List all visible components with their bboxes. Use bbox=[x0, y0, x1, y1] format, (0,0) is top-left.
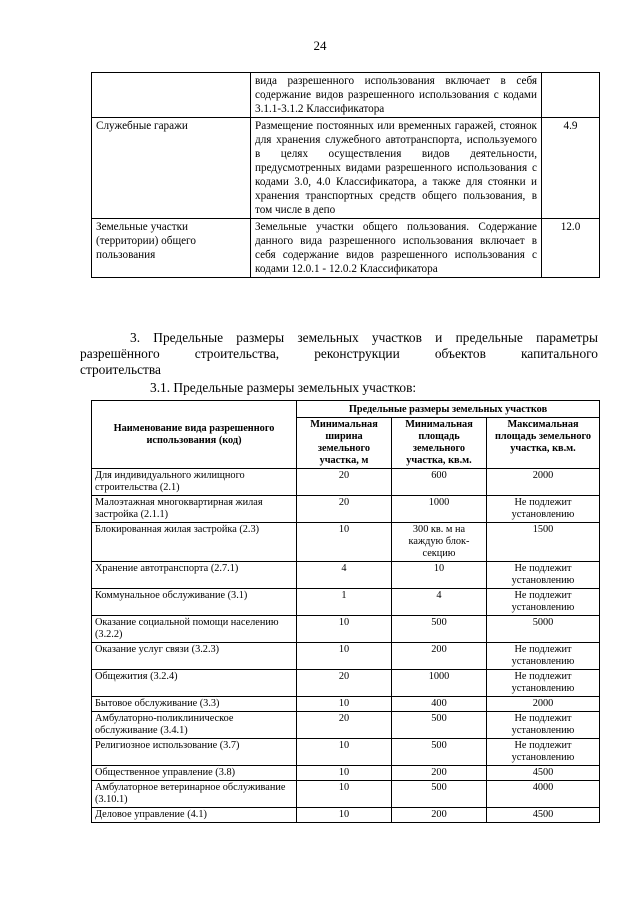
land-use-types-table bbox=[91, 72, 600, 278]
land-use-row bbox=[92, 73, 600, 118]
max-area-value: Не подлежит установлению bbox=[487, 496, 600, 523]
use-name: Хранение автотранспорта (2.7.1) bbox=[92, 562, 297, 589]
section-3-1-heading: 3.1. Предельные размеры земельных участков: bbox=[150, 380, 417, 395]
max-area-value: Не подлежит установлению bbox=[487, 643, 600, 670]
min-width-value: 10 bbox=[297, 781, 392, 808]
min-width-value: 4 bbox=[297, 562, 392, 589]
min-width-value: 10 bbox=[297, 739, 392, 766]
limits-row bbox=[92, 712, 600, 739]
use-name: Амбулаторное ветеринарное обслуживание (3.10.1) bbox=[92, 781, 297, 808]
min-area-value: 1000 bbox=[392, 496, 487, 523]
page-number: 24 bbox=[313, 38, 327, 53]
header-min-area: Минимальная площадь земельного участка, кв.м. bbox=[392, 418, 487, 469]
limits-row bbox=[92, 589, 600, 616]
min-width-value: 20 bbox=[297, 496, 392, 523]
use-name: Малоэтажная многоквартирная жилая застройка (2.1.1) bbox=[92, 496, 297, 523]
max-area-value: 4000 bbox=[487, 781, 600, 808]
min-area-value: 300 кв. м на каждую блок-секцию bbox=[392, 523, 487, 562]
limits-row bbox=[92, 616, 600, 643]
land-use-name: Земельные участки (территории) общего пользования bbox=[92, 219, 251, 278]
min-area-value: 400 bbox=[392, 697, 487, 712]
land-use-description: Размещение постоянных или временных гаражей, стоянок для хранения служебного автотранспорта, используемого в целях осуществления видов деятельности, предусмотренных видами разрешенного использования с кодами 3.0, 4.0 Классификатора, а также для стоянки и хранения транспортных средств общего пользования, в том числе в депо bbox=[251, 118, 542, 219]
max-area-value: Не подлежит установлению bbox=[487, 739, 600, 766]
min-area-value: 500 bbox=[392, 616, 487, 643]
min-area-value: 600 bbox=[392, 469, 487, 496]
min-width-value: 20 bbox=[297, 469, 392, 496]
min-width-value: 1 bbox=[297, 589, 392, 616]
use-name: Оказание социальной помощи населению (3.2.2) bbox=[92, 616, 297, 643]
section-3-line-2: разрешённого строительства, реконструкции объектов капитального bbox=[80, 346, 598, 361]
min-area-value: 500 bbox=[392, 712, 487, 739]
min-width-value: 10 bbox=[297, 616, 392, 643]
use-name: Религиозное использование (3.7) bbox=[92, 739, 297, 766]
min-area-value: 4 bbox=[392, 589, 487, 616]
land-use-code: 12.0 bbox=[542, 219, 600, 278]
min-width-value: 10 bbox=[297, 643, 392, 670]
use-name: Деловое управление (4.1) bbox=[92, 808, 297, 823]
header-max-area: Максимальная площадь земельного участка, кв.м. bbox=[487, 418, 600, 469]
plot-size-limits-table bbox=[91, 400, 600, 823]
header-size-limits-group: Предельные размеры земельных участков bbox=[297, 401, 600, 418]
use-name: Общественное управление (3.8) bbox=[92, 766, 297, 781]
limits-row bbox=[92, 808, 600, 823]
min-area-value: 500 bbox=[392, 739, 487, 766]
land-use-description: вида разрешенного использования включает в себя содержание видов разрешенного использования с кодами 3.1.1-3.1.2 Классификатора bbox=[251, 73, 542, 118]
max-area-value: Не подлежит установлению bbox=[487, 712, 600, 739]
land-use-row bbox=[92, 118, 600, 219]
land-use-row bbox=[92, 219, 600, 278]
max-area-value: 1500 bbox=[487, 523, 600, 562]
max-area-value: 4500 bbox=[487, 766, 600, 781]
max-area-value: 4500 bbox=[487, 808, 600, 823]
min-width-value: 10 bbox=[297, 523, 392, 562]
min-area-value: 500 bbox=[392, 781, 487, 808]
land-use-name bbox=[92, 73, 251, 118]
limits-row bbox=[92, 670, 600, 697]
use-name: Для индивидуального жилищного строительства (2.1) bbox=[92, 469, 297, 496]
section-3-line-1: 3. Предельные размеры земельных участков и предельные параметры bbox=[130, 330, 598, 345]
max-area-value: Не подлежит установлению bbox=[487, 562, 600, 589]
section-3-line-3: строительства bbox=[80, 362, 161, 377]
limits-row bbox=[92, 766, 600, 781]
limits-row bbox=[92, 781, 600, 808]
max-area-value: Не подлежит установлению bbox=[487, 670, 600, 697]
use-name: Коммунальное обслуживание (3.1) bbox=[92, 589, 297, 616]
min-area-value: 200 bbox=[392, 808, 487, 823]
section-3-heading bbox=[80, 330, 598, 378]
header-min-width: Минимальная ширина земельного участка, м bbox=[297, 418, 392, 469]
land-use-description: Земельные участки общего пользования. Содержание данного вида разрешенного использования включает в себя содержание видов разрешенного использования с кодами 12.0.1 - 12.0.2 Классификатора bbox=[251, 219, 542, 278]
min-width-value: 20 bbox=[297, 712, 392, 739]
land-use-code: 4.9 bbox=[542, 118, 600, 219]
limits-row bbox=[92, 643, 600, 670]
limits-row bbox=[92, 496, 600, 523]
use-name: Бытовое обслуживание (3.3) bbox=[92, 697, 297, 712]
limits-row bbox=[92, 697, 600, 712]
limits-row bbox=[92, 469, 600, 496]
limits-row bbox=[92, 739, 600, 766]
min-area-value: 200 bbox=[392, 766, 487, 781]
limits-row bbox=[92, 562, 600, 589]
min-width-value: 20 bbox=[297, 670, 392, 697]
limits-row bbox=[92, 523, 600, 562]
min-width-value: 10 bbox=[297, 697, 392, 712]
max-area-value: 5000 bbox=[487, 616, 600, 643]
use-name: Оказание услуг связи (3.2.3) bbox=[92, 643, 297, 670]
land-use-code bbox=[542, 73, 600, 118]
max-area-value: 2000 bbox=[487, 697, 600, 712]
max-area-value: 2000 bbox=[487, 469, 600, 496]
use-name: Блокированная жилая застройка (2.3) bbox=[92, 523, 297, 562]
min-area-value: 1000 bbox=[392, 670, 487, 697]
min-area-value: 10 bbox=[392, 562, 487, 589]
max-area-value: Не подлежит установлению bbox=[487, 589, 600, 616]
use-name: Амбулаторно-поликлиническое обслуживание (3.4.1) bbox=[92, 712, 297, 739]
min-area-value: 200 bbox=[392, 643, 487, 670]
header-land-use-name: Наименование вида разрешенного использования (код) bbox=[92, 401, 297, 469]
min-width-value: 10 bbox=[297, 766, 392, 781]
land-use-name: Служебные гаражи bbox=[92, 118, 251, 219]
min-width-value: 10 bbox=[297, 808, 392, 823]
use-name: Общежития (3.2.4) bbox=[92, 670, 297, 697]
